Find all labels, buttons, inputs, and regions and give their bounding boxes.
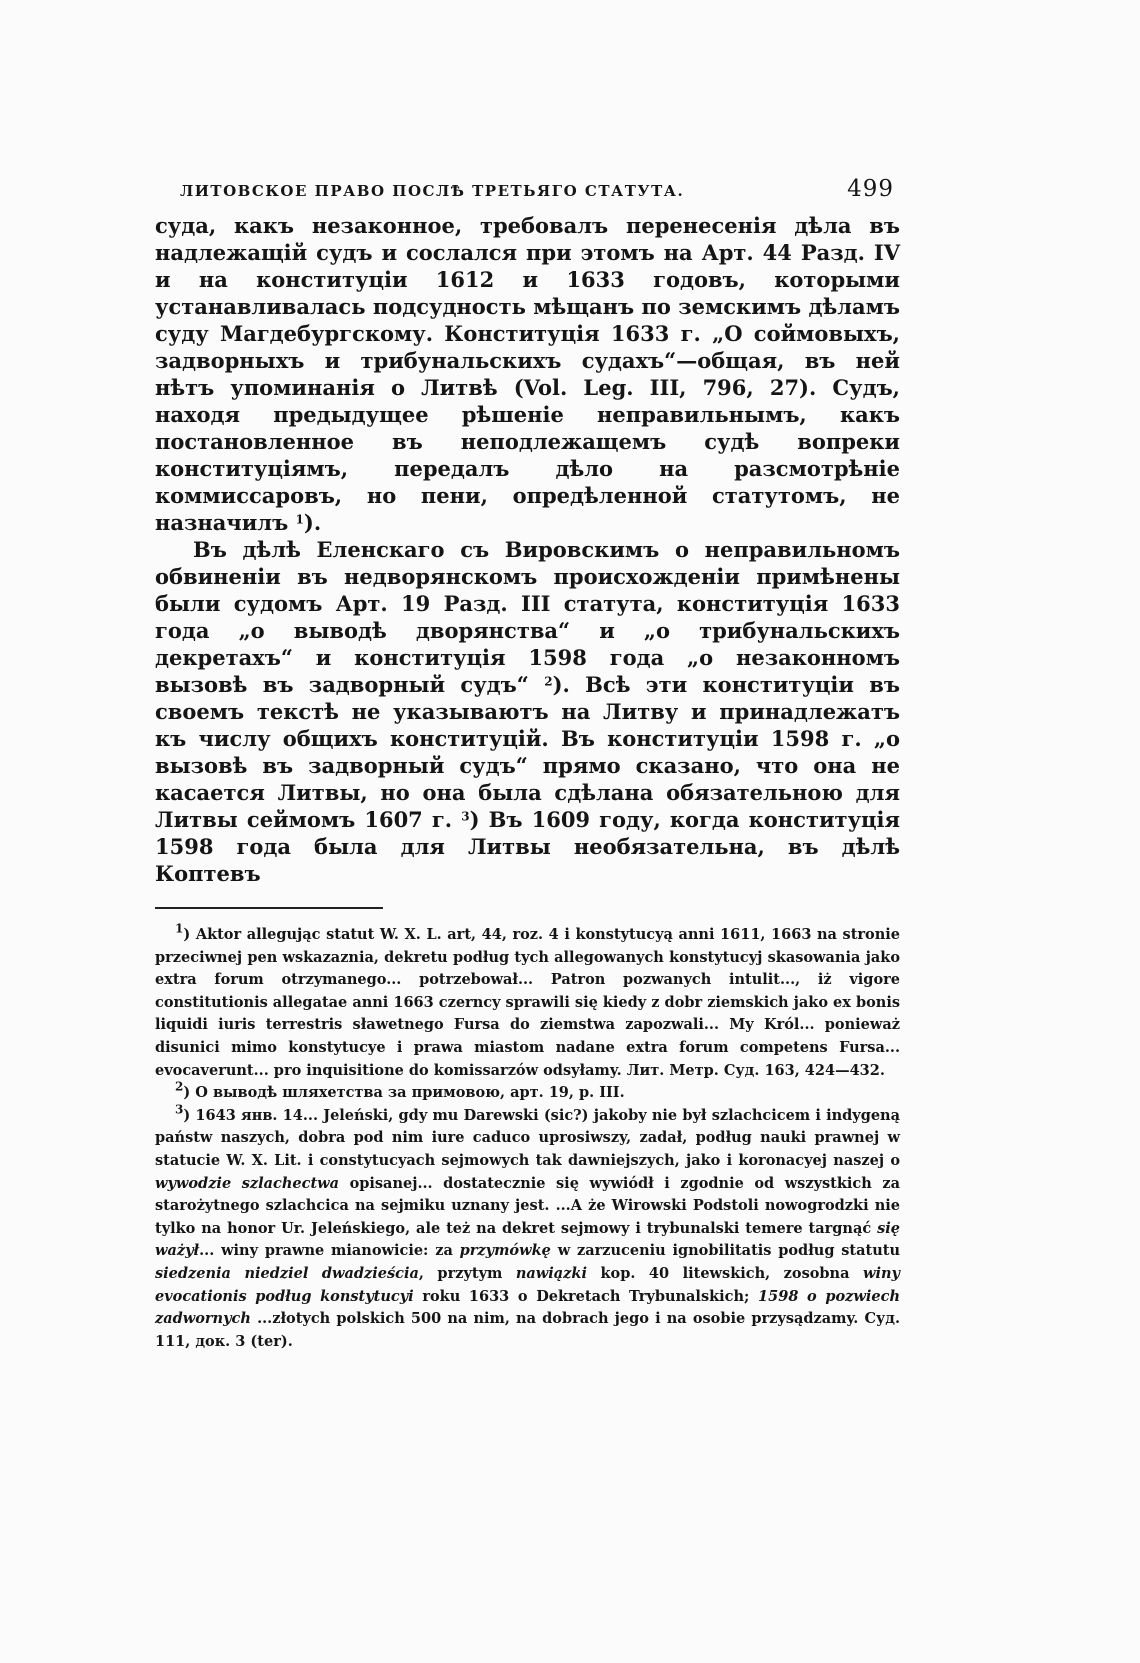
footnote-mark: 1 [175,921,184,936]
footnote-ref: 3 [461,809,470,824]
footnote-italic: siedzenia niedziel dwadzieścia [155,1264,419,1282]
footnote-text: ) Aktor allegując statut W. X. L. art, 44, roz. 4 i konstytucyą anni 1611, 1663 na stronie przeciwnej pen wskazaznia, dekretu podług tych allegowanych konstytucyj skasowania jako extra forum otrzymanego... potrzebował... Patron pozwanych intulit..., iż vigore constitutionis allegatae anni 1663 czerncy sprawili się kiedy z dobr ziemskich jako ex bonis liquidi iuris terrestris sławetnego Fursa do ziemstwa zapozwali... My Król... ponieważ disunici mimo konstytucye i prawa miastom nadane extra forum competens Fursa... evocaverunt... pro inquisitione do komissarzów odsyłamy. Лит. Метр. Суд. 163, 424—432. [155,926,900,1079]
footnote [155,1079,900,1105]
footnote-italic: przymówkę [459,1242,551,1260]
footnote-ref: 2 [544,674,553,689]
footnote-text: kop. 40 litewskich, zosobna [600,1264,850,1282]
footnote-text: ... winy prawne mianowicie: za [199,1242,453,1260]
footnote-text: roku 1633 o Dekretach Trybunalskich; [422,1287,750,1305]
footnote-text: ) О выводѣ шляхетства за примовою, арт. 19, р. III. [183,1084,625,1102]
footnote-italic: się ważył [155,1219,900,1260]
footnote-text: w zarzuceniu ignobilitatis podług statutu [557,1242,900,1260]
paragraph-text: суда, какъ незаконное, требовалъ перенесенія дѣла въ надлежащій судъ и сослался при этомъ на Арт. 44 Разд. IV и на конституціи 1612 и 1633 годовъ, которыми устанавливалась подсудность мѣщанъ по земскимъ дѣламъ суду Магдебургскому. Конституція 1633 г. „О соймовыхъ, задворныхъ и трибунальскихъ судахъ“—общая, въ ней нѣтъ упоминанія о Литвѣ (Vol. Leg. III, 796, 27). Судъ, находя предыдущее рѣшеніе неправильнымъ, какъ постановленное въ неподлежащемъ судѣ вопреки конституціямъ, передалъ дѣло на разсмотрѣніе коммиссаровъ, но пени, опредѣленной статутомъ, не назначилъ [155,213,900,535]
paragraph-text: ). [303,510,322,535]
page-number: 499 [847,176,894,202]
footnote [155,921,900,1082]
paragraph-text: Въ дѣлѣ Еленскаго съ Вировскимъ о неправильномъ обвиненіи въ недворянскомъ происхожденіи примѣнены были судомъ Арт. 19 Разд. III статута, конституція 1633 года „о выводѣ дворянства“ и „о трибунальскихъ декретахъ“ и конституція 1598 года „о незаконномъ вызовѣ въ задворный судъ“ [155,537,900,697]
footnote [155,1102,900,1354]
footnote-text: ) 1643 янв. 14... Jeleński, gdy mu Darewski (sic?) jakoby nie był szlachcicem i indygeną państw naszych, dobra pod nim iure caduco uprosiwszy, zadał, podług nauki prawnej w statucie W. X. Lit. i constytucyach sejmowych tak dawniejszych, jako i koronacyej naszej o [155,1106,900,1169]
footnote-italic: 1598 o pozwiech zadwornych [155,1287,900,1328]
footnote-text: opisanej... dostatecznie się wywiódł i zgodnie od wszystkich za starożytnego szlachcica na sejmiku uznany jest. ...A że Wirowski Podstoli nowogrodzki nie tylko na honor Ur. Jeleńskiego, ale też na dekret sejmowy i trybunalski temere targnąć [155,1174,900,1237]
footnote-text: ...złotych polskich 500 na nim, na dobrach jego i na osobie przysądzamy. Суд. 111, док. 3 (ter). [155,1310,900,1350]
footnote-text: , przytym [418,1264,503,1282]
running-title: ЛИТОВСКОЕ ПРАВО ПОСЛѢ ТРЕТЬЯГО СТАТУТА. [180,182,685,200]
footnote-italic: nawiązki [515,1264,587,1282]
footnotes [150,921,900,1353]
footnote-italic: wywodzie szlachectwa [155,1174,340,1192]
footnote-italic: winy evocationis podług konstytucyi [155,1264,900,1305]
footnote-mark: 2 [175,1079,184,1094]
document-page [150,170,910,1353]
paragraph [155,536,900,887]
footnote-divider [155,907,383,909]
footnote-mark: 3 [175,1102,184,1117]
running-head [150,170,910,210]
main-text [150,212,900,887]
paragraph-text: ) Въ 1609 году, когда конституція 1598 года была для Литвы необязательна, въ дѣлѣ Коптевъ [155,807,901,886]
paragraph-text: ). Всѣ эти конституціи въ своемъ текстѣ не указываютъ на Литву и принадлежатъ къ числу общихъ конституцій. Въ конституціи 1598 г. „о вызовѣ въ задворный судъ“ прямо сказано, что она не касается Литвы, но она была сдѣлана обязательною для Литвы сеймомъ 1607 г. [155,672,901,832]
footnote-ref: 1 [295,512,304,527]
paragraph-continued [155,212,900,536]
